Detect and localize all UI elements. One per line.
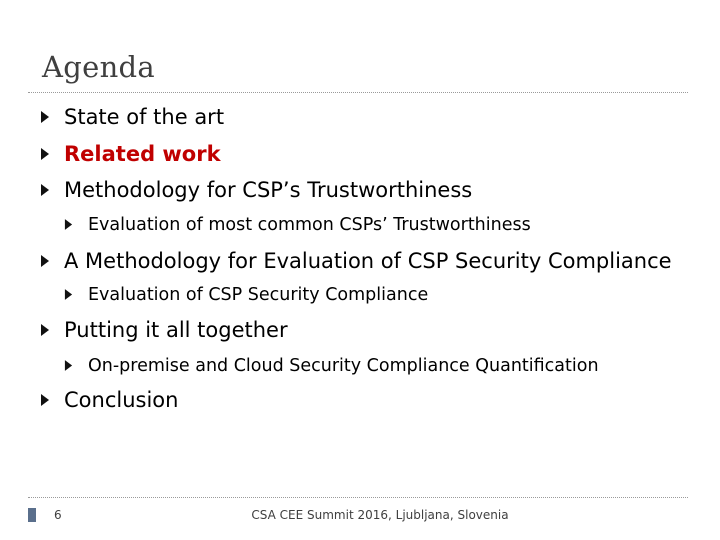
- agenda-item-label: Methodology for CSP’s Trustworthiness: [64, 178, 473, 202]
- agenda-item-methodology-compliance: [40, 246, 672, 276]
- footer-page: [28, 508, 62, 522]
- agenda-item-conclusion: [40, 385, 178, 415]
- bullet-arrow-icon: [40, 255, 64, 267]
- agenda-item-putting-together: [40, 315, 288, 345]
- slide-title: Agenda: [42, 50, 155, 84]
- agenda-subitem-label: Evaluation of most common CSPs’ Trustworthiness: [88, 215, 531, 235]
- sub-bullet-arrow-icon: [64, 219, 88, 231]
- footer-marker: [28, 508, 36, 522]
- agenda-item-label-highlighted: Related work: [64, 142, 221, 166]
- agenda-item-state-of-the-art: [40, 102, 224, 132]
- agenda-item-label: A Methodology for Evaluation of CSP Security Compliance: [64, 249, 672, 273]
- agenda-subitem-evaluation-trustworthiness: [64, 210, 531, 240]
- agenda-item-label: State of the art: [64, 105, 225, 129]
- page-number: 6: [54, 508, 62, 522]
- agenda-subitem-label: Evaluation of CSP Security Compliance: [88, 285, 429, 305]
- agenda-subitem-label: On-premise and Cloud Security Compliance Quantification: [88, 356, 599, 376]
- bullet-arrow-icon: [40, 394, 64, 406]
- bullet-arrow-icon: [40, 324, 64, 336]
- sub-bullet-arrow-icon: [64, 360, 88, 372]
- footer-divider: [28, 497, 688, 498]
- bullet-arrow-icon: [40, 148, 64, 160]
- title-divider: [28, 92, 688, 93]
- agenda-subitem-quantification: [64, 351, 599, 381]
- bullet-arrow-icon: [40, 111, 64, 123]
- agenda-item-label: Conclusion: [64, 388, 179, 412]
- agenda-item-related-work: [40, 139, 221, 169]
- bullet-arrow-icon: [40, 184, 64, 196]
- sub-bullet-arrow-icon: [64, 289, 88, 301]
- agenda-subitem-evaluation-compliance: [64, 280, 428, 310]
- agenda-item-label: Putting it all together: [64, 318, 288, 342]
- footer-caption: CSA CEE Summit 2016, Ljubljana, Slovenia: [251, 508, 509, 522]
- agenda-item-methodology-trustworthiness: [40, 175, 472, 205]
